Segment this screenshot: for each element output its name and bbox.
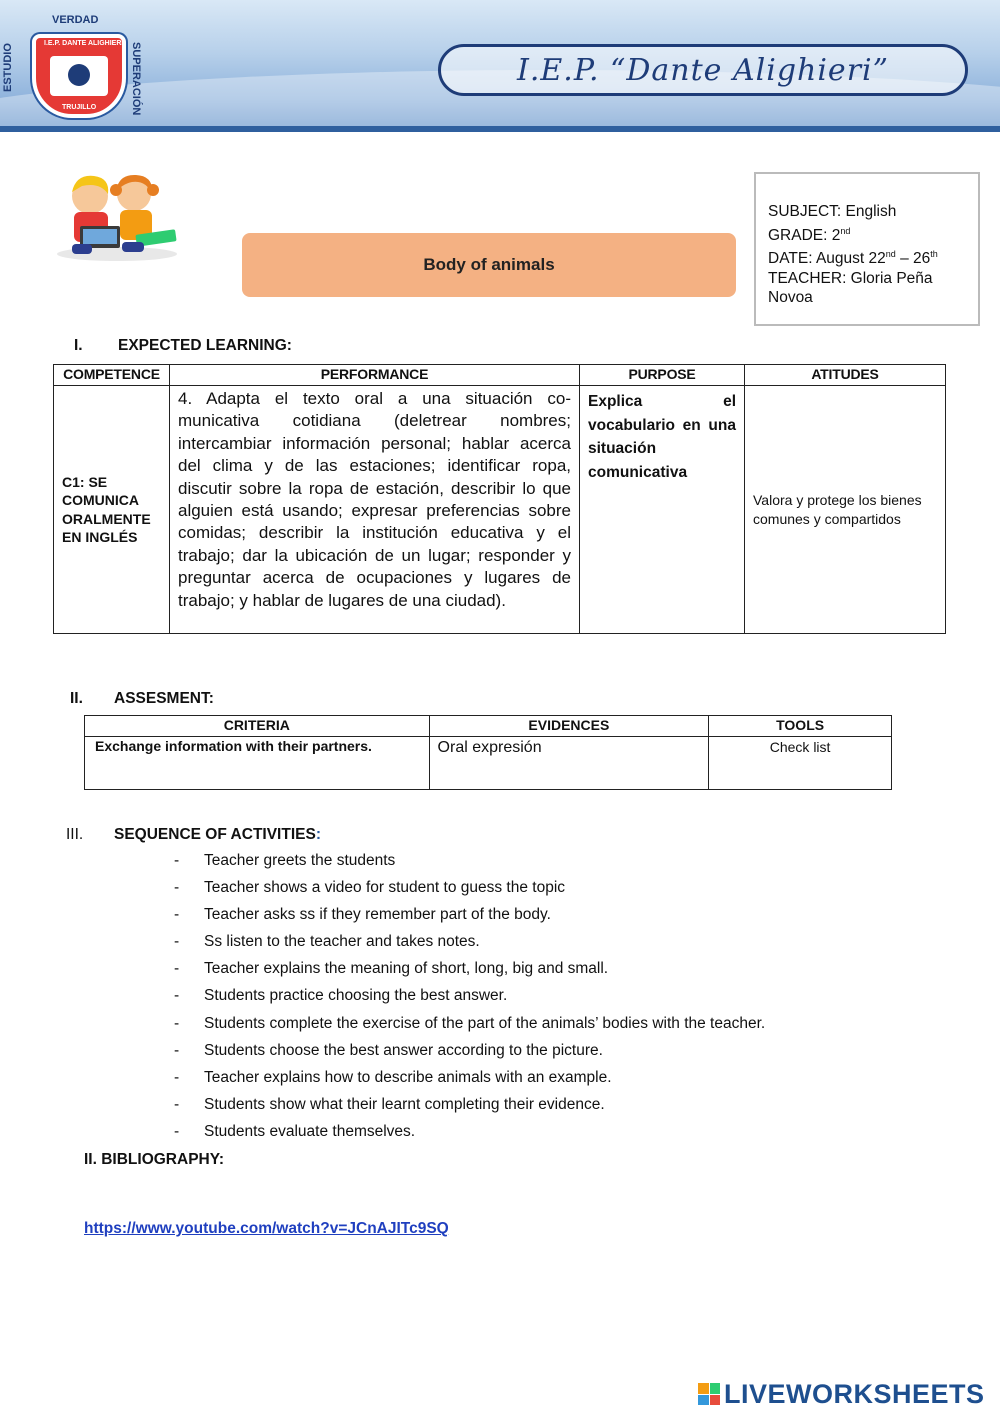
activities-list <box>174 852 765 1150</box>
section-number: II. <box>70 690 83 707</box>
bullet: - <box>174 933 180 951</box>
crest-city-label: TRUJILLO <box>62 104 97 111</box>
section-title-text: SEQUENCE OF ACTIVITIES <box>114 826 316 843</box>
bullet: - <box>174 1041 180 1059</box>
header-evidences: EVIDENCES <box>429 716 709 737</box>
header-banner <box>0 0 1000 132</box>
header-purpose: PURPOSE <box>580 365 745 386</box>
crest-motto-left: ESTUDIO <box>2 43 14 92</box>
section-title-colon: : <box>315 826 321 843</box>
subject-line: SUBJECT: English <box>768 203 897 220</box>
teacher-line: TEACHER: Gloria Peña Novoa <box>768 269 933 307</box>
bullet: - <box>174 1068 180 1086</box>
cell-competence: C1: SE COMUNICA ORALMENTE EN INGLÉS <box>54 386 170 634</box>
date-sup-start: nd <box>885 249 896 260</box>
cell-tools: Check list <box>709 737 892 790</box>
table-row <box>54 386 946 634</box>
activity-text: Students show what their learnt completing their evidence. <box>204 1095 605 1113</box>
liveworksheets-logo <box>698 1378 985 1410</box>
list-item <box>174 1123 765 1150</box>
header-performance: PERFORMANCE <box>170 365 580 386</box>
kids-with-laptop-image <box>52 170 182 262</box>
activity-text: Students choose the best answer according to the picture. <box>204 1041 603 1059</box>
date-sup-end: th <box>930 249 938 260</box>
lesson-topic: Body of animals <box>242 233 736 297</box>
bullet: - <box>174 852 180 869</box>
list-item <box>174 1015 765 1042</box>
section-activities-title <box>66 826 321 844</box>
list-item <box>174 879 765 906</box>
list-item <box>174 852 765 879</box>
activity-text: Ss listen to the teacher and takes notes. <box>204 933 480 951</box>
section-title-text: EXPECTED LEARNING: <box>118 337 292 354</box>
bullet: - <box>174 879 180 897</box>
activity-text: Students evaluate themselves. <box>204 1122 416 1140</box>
lesson-info-box <box>754 172 980 326</box>
cell-evidences: Oral expresión <box>429 737 709 790</box>
bullet: - <box>174 1122 180 1140</box>
header-tools: TOOLS <box>709 716 892 737</box>
header-competence: COMPETENCE <box>54 365 170 386</box>
list-item <box>174 933 765 960</box>
bibliography-title: II. BIBLIOGRAPHY: <box>84 1151 225 1168</box>
section-expected-learning-title <box>74 337 292 355</box>
cell-purpose: Explica el vocabulario en una situación comunicativa <box>580 386 745 634</box>
bullet: - <box>174 960 180 978</box>
grade-sup: nd <box>840 225 851 236</box>
bibliography-video-link[interactable]: https://www.youtube.com/watch?v=JCnAJITc9SQ <box>84 1220 449 1237</box>
activity-text: Students practice choosing the best answer. <box>204 987 508 1005</box>
bullet: - <box>174 987 180 1005</box>
liveworksheets-icon <box>698 1383 720 1405</box>
bullet: - <box>174 906 180 924</box>
header-criteria: CRITERIA <box>85 716 430 737</box>
bullet: - <box>174 1014 180 1032</box>
section-title-text: ASSESMENT: <box>114 690 214 707</box>
activity-text: Teacher greets the students <box>204 852 396 869</box>
crest-book-icon <box>50 56 108 96</box>
section-number: I. <box>74 337 83 354</box>
list-item <box>174 987 765 1014</box>
table-row <box>85 737 892 790</box>
bullet: - <box>174 1095 180 1113</box>
activity-text: Teacher explains the meaning of short, long, big and small. <box>204 960 609 978</box>
section-number: III. <box>66 826 84 843</box>
crest-motto-top: VERDAD <box>52 14 99 26</box>
crest-motto-right: SUPERACIÓN <box>130 42 142 116</box>
date-text: DATE: August 22 <box>768 250 886 268</box>
cell-attitudes: Valora y protege los bienes comunes y compartidos <box>745 386 946 634</box>
date-line <box>768 245 966 269</box>
grade-text: GRADE: 2 <box>768 226 841 244</box>
list-item <box>174 1069 765 1096</box>
table-header-row <box>54 365 946 386</box>
activity-text: Teacher asks ss if they remember part of the body. <box>204 906 551 924</box>
cell-performance: 4. Adapta el texto oral a una situación co-municativa cotidiana (deletrear nombres; intercambiar información personal; hablar acerca del clima y de las estaciones; identificar ropa, discutir sobre la ropa de estación, describir lo que alguien está usando; expresar preferencias sobre comidas; describir la institución educativa y el trabajo; dar la ubicación de un lugar; responder y preguntar acerca de ocupaciones y lugares de trabajo; y hablar de lugares de una ciudad). <box>170 386 580 634</box>
date-range-end: – 26 <box>895 250 931 268</box>
liveworksheets-brand: LIVEWORKSHEETS <box>724 1378 985 1409</box>
cell-criteria: Exchange information with their partners. <box>85 737 430 790</box>
school-name: I.E.P. “Dante Alighieri” <box>438 44 968 96</box>
assessment-table <box>84 715 892 790</box>
list-item <box>174 1096 765 1123</box>
section-assessment-title <box>70 690 214 708</box>
list-item <box>174 1042 765 1069</box>
grade-line <box>768 222 966 246</box>
activity-text: Students complete the exercise of the part of the animals’ bodies with the teacher. <box>204 1014 766 1032</box>
crest-school-label: I.E.P. DANTE ALIGHIERI <box>44 40 124 47</box>
activity-text: Teacher shows a video for student to guess the topic <box>204 879 566 897</box>
activity-text: Teacher explains how to describe animals with an example. <box>204 1068 612 1086</box>
banner-bottom-stripe <box>0 126 1000 132</box>
table-header-row <box>85 716 892 737</box>
list-item <box>174 906 765 933</box>
expected-learning-table <box>53 364 946 634</box>
list-item <box>174 960 765 987</box>
header-attitudes: ATITUDES <box>745 365 946 386</box>
